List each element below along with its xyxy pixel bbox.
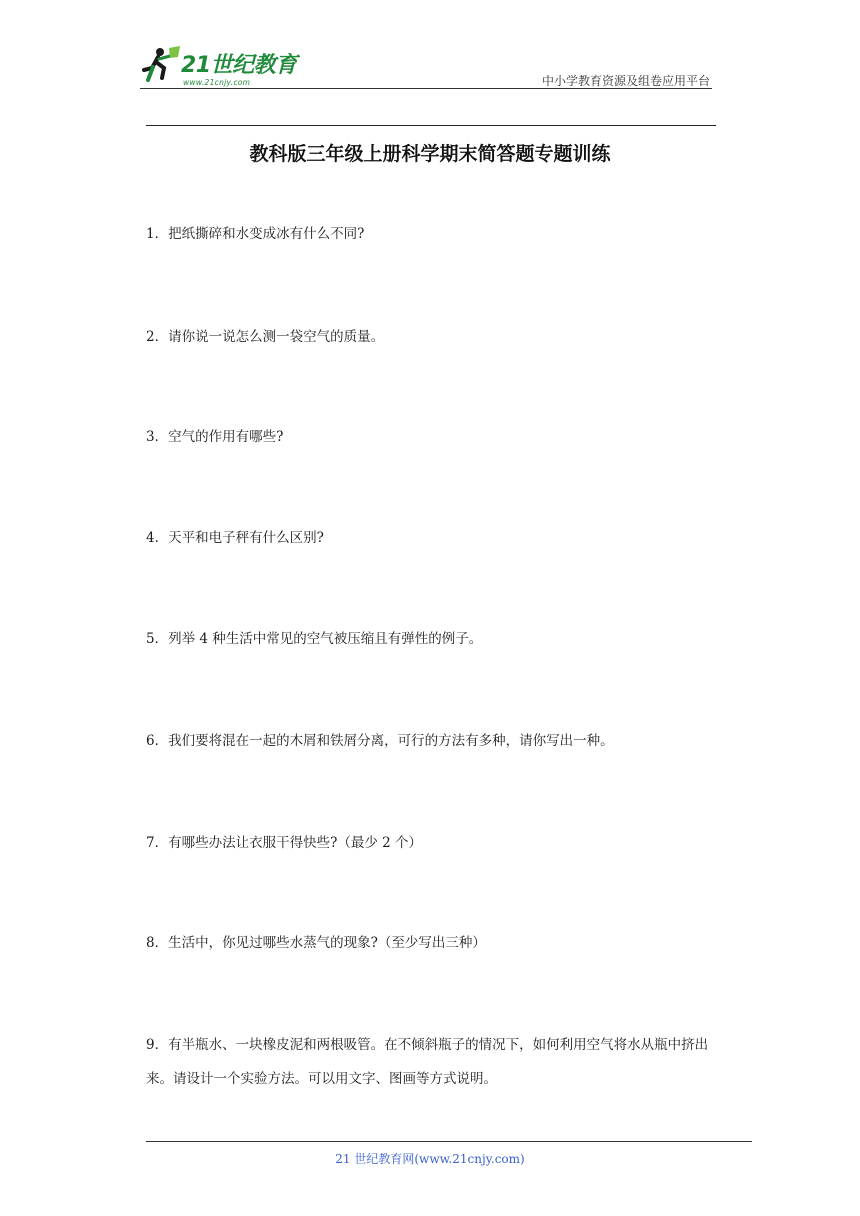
question-text: 空气的作用有哪些? [168, 429, 284, 445]
question-number: 7． [146, 835, 169, 851]
question-number: 1． [146, 226, 169, 242]
question-8 [146, 926, 716, 960]
question-text: 我们要将混在一起的木屑和铁屑分离，可行的方法有多种，请你写出一种。 [168, 733, 614, 749]
runner-logo-icon [140, 44, 184, 88]
question-number: 8． [146, 935, 169, 951]
question-5 [146, 622, 716, 656]
question-number: 4． [146, 530, 169, 546]
question-4 [146, 521, 716, 555]
question-number: 6． [146, 733, 169, 749]
question-text: 把纸撕碎和水变成冰有什么不同? [168, 226, 365, 242]
question-number: 2． [146, 329, 169, 345]
question-2 [146, 320, 716, 354]
footer-link[interactable]: 21 世纪教育网(www.21cnjy.com) [335, 1152, 525, 1166]
question-7 [146, 826, 716, 860]
question-number: 5． [146, 631, 169, 647]
page-title: 教科版三年级上册科学期末简答题专题训练 [249, 143, 611, 165]
question-9 [146, 1028, 716, 1096]
question-text: 生活中，你见过哪些水蒸气的现象?（至少写出三种） [168, 935, 486, 951]
question-number: 3． [146, 429, 169, 445]
question-3 [146, 420, 716, 454]
page-header [140, 40, 712, 92]
question-number: 9． [146, 1037, 169, 1053]
header-tagline: 中小学教育资源及组卷应用平台 [541, 74, 710, 88]
header-divider [140, 88, 712, 89]
logo-url: www.21cnjy.com [183, 78, 251, 87]
footer-divider [146, 1141, 752, 1142]
logo [140, 44, 320, 90]
question-6 [146, 724, 716, 758]
question-text: 有哪些办法让衣服干得快些?（最少 2 个） [168, 835, 423, 851]
question-text: 请你说一说怎么测一袋空气的质量。 [168, 329, 385, 345]
question-text: 天平和电子秤有什么区别? [168, 530, 324, 546]
question-1 [146, 217, 716, 251]
question-text: 列举 4 种生活中常见的空气被压缩且有弹性的例子。 [168, 631, 483, 647]
question-text: 有半瓶水、一块橡皮泥和两根吸管。在不倾斜瓶子的情况下，如何利用空气将水从瓶中挤出来。请设计一个实验方法。可以用文字、图画等方式说明。 [146, 1037, 709, 1087]
title-divider [146, 125, 716, 126]
logo-text: 21世纪教育 [181, 53, 297, 78]
